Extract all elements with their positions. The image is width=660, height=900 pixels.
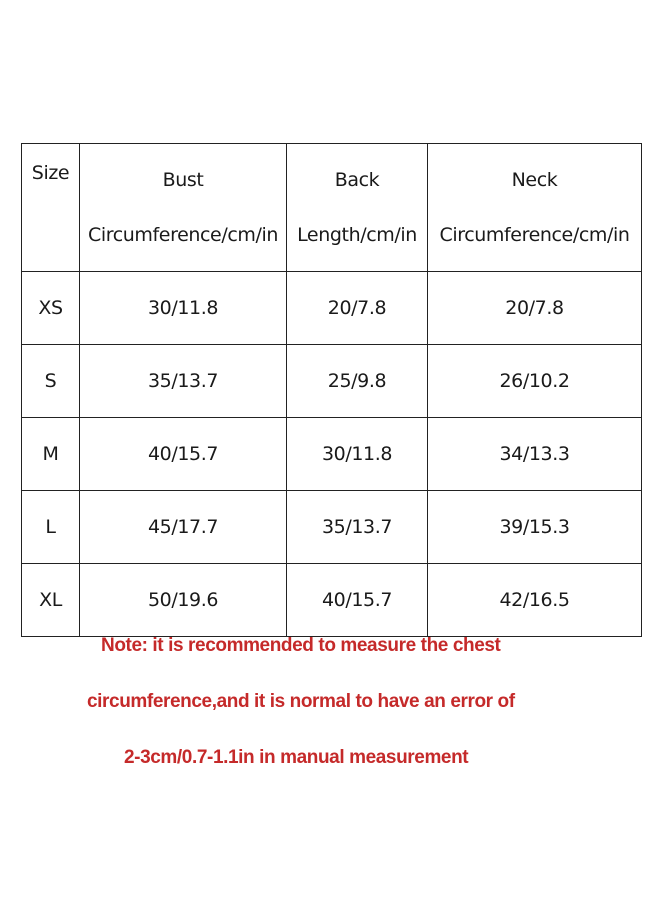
header-back — [287, 144, 428, 272]
cell-back: 20/7.8 — [287, 272, 428, 345]
cell-bust: 40/15.7 — [80, 418, 287, 491]
cell-neck: 42/16.5 — [428, 564, 642, 637]
cell-size: XS — [22, 272, 80, 345]
note-line-2: circumference,and it is normal to have an error of — [87, 691, 515, 712]
cell-bust: 50/19.6 — [80, 564, 287, 637]
cell-neck: 39/15.3 — [428, 491, 642, 564]
table-row — [22, 272, 642, 345]
table-row — [22, 345, 642, 418]
cell-size: M — [22, 418, 80, 491]
cell-neck: 26/10.2 — [428, 345, 642, 418]
cell-neck: 34/13.3 — [428, 418, 642, 491]
table-row — [22, 418, 642, 491]
table-row — [22, 491, 642, 564]
cell-size: L — [22, 491, 80, 564]
cell-back: 35/13.7 — [287, 491, 428, 564]
cell-bust: 35/13.7 — [80, 345, 287, 418]
cell-neck: 20/7.8 — [428, 272, 642, 345]
cell-bust: 45/17.7 — [80, 491, 287, 564]
note-line-3: 2-3cm/0.7-1.1in in manual measurement — [124, 747, 469, 768]
cell-size: S — [22, 345, 80, 418]
table-header-row — [22, 144, 642, 272]
size-chart-table — [21, 143, 642, 637]
header-neck-label: Neck — [511, 169, 558, 191]
note-line-1: Note: it is recommended to measure the chest — [101, 635, 501, 656]
cell-back: 25/9.8 — [287, 345, 428, 418]
header-size — [22, 144, 80, 272]
header-bust-unit: Circumference/cm/in — [87, 224, 279, 246]
table-row — [22, 564, 642, 637]
header-back-label: Back — [334, 169, 380, 191]
header-neck-unit: Circumference/cm/in — [439, 224, 630, 246]
header-back-unit: Length/cm/in — [297, 224, 417, 246]
header-bust-label: Bust — [162, 169, 204, 191]
header-bust — [80, 144, 287, 272]
cell-size: XL — [22, 564, 80, 637]
header-neck — [428, 144, 642, 272]
cell-bust: 30/11.8 — [80, 272, 287, 345]
header-size-label: Size — [31, 162, 70, 184]
cell-back: 40/15.7 — [287, 564, 428, 637]
cell-back: 30/11.8 — [287, 418, 428, 491]
